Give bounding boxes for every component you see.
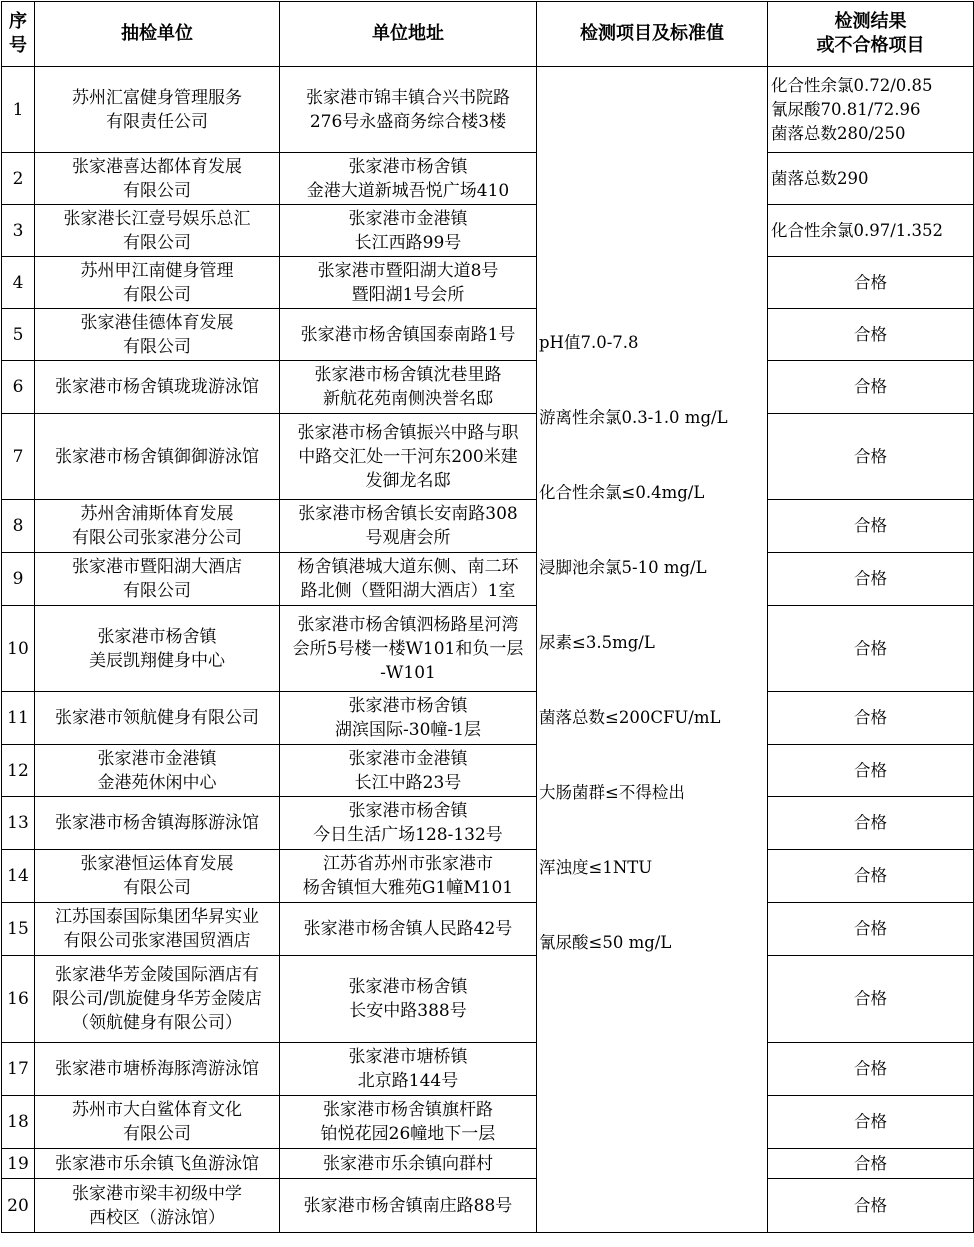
row-number: [2, 956, 35, 1043]
unit-address: [280, 1179, 537, 1233]
unit-address-text: 张家港市杨舍镇 金港大道新城吾悦广场410: [306, 156, 510, 201]
row-number: [2, 745, 35, 797]
unit-name: [35, 153, 280, 205]
row-number: [2, 67, 35, 153]
result-cell-text: 合格: [854, 708, 887, 727]
row-number: [2, 1149, 35, 1179]
inspection-table: [1, 1, 974, 1233]
unit-name: [35, 500, 280, 553]
standard-item: pH值7.0-7.8: [539, 333, 639, 352]
result-cell-text: 合格: [854, 638, 887, 658]
table-row: [2, 500, 974, 553]
header-standard: 检测项目及标准值: [537, 2, 768, 67]
unit-address-text: 张家港市杨舍镇振兴中路与职 中路交汇处一干河东200米建 发御龙名邸: [297, 422, 519, 491]
unit-address-text: 张家港市金港镇 长江中路23号: [348, 748, 468, 793]
standard-item: 大肠菌群≤不得检出: [539, 783, 685, 802]
row-number-text: 11: [7, 708, 29, 728]
unit-address: [280, 745, 537, 797]
row-number-text: 13: [7, 813, 29, 833]
result-cell: [768, 500, 974, 553]
unit-name-text: 张家港市领航健身有限公司: [55, 708, 259, 728]
table-row: [2, 153, 974, 205]
table-row: [2, 956, 974, 1043]
unit-name-text: 张家港市杨舍镇 美辰凯翔健身中心: [89, 626, 225, 671]
result-cell-text: 化合性余氯0.72/0.85 氰尿酸70.81/72.96 菌落总数280/250: [771, 75, 933, 143]
unit-name-text: 张家港长江壹号娱乐总汇 有限公司: [63, 208, 251, 253]
unit-name: [35, 745, 280, 797]
result-cell: [768, 1149, 974, 1179]
unit-name-text: 张家港恒运体育发展 有限公司: [80, 854, 234, 898]
result-cell: [768, 903, 974, 956]
result-cell: [768, 414, 974, 500]
row-number-text: 9: [12, 569, 24, 589]
unit-name: [35, 309, 280, 361]
result-cell-text: 化合性余氯0.97/1.352: [771, 220, 944, 240]
result-cell-text: 合格: [854, 446, 887, 466]
table-row: [2, 553, 974, 606]
unit-address-text: 杨舍镇港城大道东侧、南二环 路北侧（暨阳湖大酒店）1室: [297, 557, 519, 601]
row-number: [2, 903, 35, 956]
row-number-text: 2: [12, 168, 24, 189]
table-row: [2, 850, 974, 903]
table-row: [2, 1149, 974, 1179]
header-address: 单位地址: [280, 2, 537, 67]
unit-address: [280, 1096, 537, 1149]
table-row: [2, 1096, 974, 1149]
result-cell: [768, 797, 974, 850]
unit-name-text: 张家港市梁丰初级中学 西校区（游泳馆）: [72, 1183, 242, 1228]
unit-address: [280, 850, 537, 903]
row-number-text: 4: [12, 272, 24, 293]
row-number-text: 5: [12, 324, 24, 345]
unit-name: [35, 205, 280, 257]
result-cell: [768, 553, 974, 606]
result-cell: [768, 956, 974, 1043]
table-row: [2, 361, 974, 414]
standard-item: 尿素≤3.5mg/L: [539, 633, 655, 652]
unit-address: [280, 1149, 537, 1179]
unit-address: [280, 606, 537, 692]
result-cell: [768, 205, 974, 257]
unit-address-text: 张家港市杨舍镇人民路42号: [303, 919, 513, 939]
unit-name-text: 张家港市塘桥海豚湾游泳馆: [55, 1059, 259, 1079]
unit-address: [280, 797, 537, 850]
standards-cell: [537, 67, 768, 1233]
unit-name-text: 张家港喜达都体育发展 有限公司: [72, 156, 242, 201]
unit-address-text: 张家港市杨舍镇 今日生活广场128-132号: [313, 801, 503, 845]
unit-address-text: 张家港市杨舍镇 湖滨国际-30幢-1层: [335, 696, 481, 740]
unit-address-text: 江苏省苏州市张家港市 杨舍镇恒大雅苑G1幢M101: [302, 854, 514, 898]
table-row: [2, 67, 974, 153]
unit-name: [35, 1149, 280, 1179]
result-cell-text: 合格: [854, 377, 887, 396]
unit-name: [35, 361, 280, 414]
unit-name-text: 苏州市大白鲨体育文化 有限公司: [72, 1100, 242, 1144]
row-number-text: 6: [12, 377, 24, 397]
unit-name: [35, 67, 280, 153]
unit-address-text: 张家港市金港镇 长江西路99号: [348, 208, 468, 253]
unit-name-text: 张家港佳德体育发展 有限公司: [80, 312, 234, 357]
row-number: [2, 606, 35, 692]
result-cell: [768, 67, 974, 153]
result-cell-text: 合格: [854, 989, 887, 1008]
unit-address: [280, 153, 537, 205]
row-number-text: 7: [12, 446, 24, 467]
row-number: [2, 153, 35, 205]
row-number: [2, 309, 35, 361]
unit-address-text: 张家港市杨舍镇 长安中路388号: [348, 977, 468, 1021]
unit-name: [35, 1096, 280, 1149]
unit-name: [35, 1043, 280, 1096]
unit-address-text: 张家港市暨阳湖大道8号 暨阳湖1号会所: [317, 260, 499, 305]
result-cell: [768, 1096, 974, 1149]
unit-address: [280, 903, 537, 956]
unit-name: [35, 414, 280, 500]
row-number: [2, 500, 35, 553]
unit-name-text: 苏州舍浦斯体育发展 有限公司张家港分公司: [72, 504, 242, 548]
result-cell-text: 合格: [854, 516, 887, 535]
header-row: [2, 2, 974, 67]
unit-address-text: 张家港市杨舍镇国泰南路1号: [300, 324, 516, 345]
table-row: [2, 1179, 974, 1233]
unit-name-text: 江苏国泰国际集团华昇实业 有限公司张家港国贸酒店: [55, 907, 259, 951]
table-row: [2, 414, 974, 500]
header-unit: 抽检单位: [35, 2, 280, 67]
unit-address-text: 张家港市乐余镇向群村: [323, 1153, 493, 1174]
unit-address: [280, 257, 537, 309]
result-cell: [768, 361, 974, 414]
row-number: [2, 553, 35, 606]
result-cell-text: 合格: [854, 569, 887, 588]
standard-item: 菌落总数≤200CFU/mL: [539, 708, 721, 727]
unit-address: [280, 956, 537, 1043]
unit-name: [35, 956, 280, 1043]
standard-item: 化合性余氯≤0.4mg/L: [539, 483, 705, 502]
row-number-text: 3: [12, 220, 24, 241]
row-number: [2, 850, 35, 903]
unit-name: [35, 903, 280, 956]
row-number-text: 14: [7, 866, 29, 886]
table-row: [2, 1043, 974, 1096]
row-number: [2, 1179, 35, 1233]
row-number: [2, 692, 35, 745]
unit-name: [35, 850, 280, 903]
unit-address: [280, 67, 537, 153]
unit-name: [35, 606, 280, 692]
row-number: [2, 205, 35, 257]
result-cell-text: 合格: [854, 1153, 887, 1173]
result-cell: [768, 850, 974, 903]
unit-name-text: 张家港市杨舍镇珑珑游泳馆: [55, 377, 259, 397]
unit-address-text: 张家港市杨舍镇南庄路88号: [303, 1195, 513, 1216]
row-number-text: 17: [7, 1059, 29, 1079]
header-no: 序 号: [2, 2, 35, 67]
row-number: [2, 361, 35, 414]
unit-address: [280, 361, 537, 414]
row-number: [2, 1096, 35, 1149]
result-cell: [768, 606, 974, 692]
unit-address: [280, 414, 537, 500]
unit-address-text: 张家港市杨舍镇旗杆路 铂悦花园26幢地下一层: [320, 1100, 496, 1144]
row-number-text: 15: [7, 919, 29, 939]
result-cell: [768, 692, 974, 745]
unit-name: [35, 553, 280, 606]
table-row: [2, 257, 974, 309]
unit-name-text: 苏州甲江南健身管理 有限公司: [80, 260, 234, 305]
unit-name: [35, 797, 280, 850]
table-row: [2, 205, 974, 257]
result-cell: [768, 1179, 974, 1233]
result-cell-text: 合格: [854, 1195, 887, 1215]
table-row: [2, 797, 974, 850]
unit-address: [280, 500, 537, 553]
table-row: [2, 903, 974, 956]
result-cell-text: 合格: [854, 324, 887, 344]
result-cell-text: 合格: [854, 919, 887, 938]
row-number-text: 20: [7, 1195, 29, 1216]
row-number: [2, 414, 35, 500]
result-cell-text: 合格: [854, 866, 887, 885]
standard-item: 浑浊度≤1NTU: [539, 858, 653, 877]
result-cell: [768, 745, 974, 797]
result-cell-text: 菌落总数290: [771, 168, 869, 188]
unit-address-text: 张家港市塘桥镇 北京路144号: [348, 1047, 468, 1091]
result-cell-text: 合格: [854, 1059, 887, 1078]
unit-address: [280, 692, 537, 745]
result-cell: [768, 257, 974, 309]
unit-name: [35, 257, 280, 309]
unit-name-text: 张家港市暨阳湖大酒店 有限公司: [72, 557, 242, 601]
table-row: [2, 745, 974, 797]
unit-name: [35, 692, 280, 745]
row-number-text: 1: [12, 99, 24, 120]
unit-name: [35, 1179, 280, 1233]
standard-item: 氰尿酸≤50 mg/L: [539, 933, 672, 952]
unit-address-text: 张家港市杨舍镇沈巷里路 新航花苑南侧泱誉名邸: [314, 365, 502, 409]
unit-address: [280, 1043, 537, 1096]
table-row: [2, 606, 974, 692]
unit-address: [280, 205, 537, 257]
unit-address-text: 张家港市杨舍镇长安南路308 号观唐会所: [298, 504, 518, 548]
table-row: [2, 309, 974, 361]
row-number: [2, 257, 35, 309]
row-number-text: 19: [7, 1153, 29, 1174]
row-number-text: 16: [7, 989, 29, 1009]
unit-name-text: 苏州汇富健身管理服务 有限责任公司: [72, 87, 242, 132]
result-cell-text: 合格: [854, 1112, 887, 1131]
unit-name-text: 张家港华芳金陵国际酒店有 限公司/凯旋健身华芳金陵店 （领航健身有限公司）: [52, 965, 262, 1033]
unit-address-text: 张家港市锦丰镇合兴书院路 276号永盛商务综合楼3楼: [306, 87, 510, 132]
row-number-text: 10: [7, 638, 29, 659]
row-number-text: 12: [7, 760, 29, 781]
result-cell-text: 合格: [854, 272, 887, 292]
standard-item: 浸脚池余氯5-10 mg/L: [539, 558, 707, 577]
row-number-text: 8: [12, 516, 24, 536]
row-number: [2, 1043, 35, 1096]
unit-name-text: 张家港市杨舍镇御御游泳馆: [55, 446, 259, 467]
result-cell: [768, 153, 974, 205]
standard-item: 游离性余氯0.3-1.0 mg/L: [539, 408, 728, 427]
result-cell: [768, 309, 974, 361]
header-result: 检测结果 或不合格项目: [768, 2, 974, 67]
unit-address: [280, 553, 537, 606]
unit-address-text: 张家港市杨舍镇泗杨路星河湾 会所5号楼一楼W101和负一层 -W101: [292, 614, 524, 683]
unit-name-text: 张家港市乐余镇飞鱼游泳馆: [55, 1153, 259, 1174]
unit-name-text: 张家港市杨舍镇海豚游泳馆: [55, 813, 259, 833]
row-number: [2, 797, 35, 850]
unit-name-text: 张家港市金港镇 金港苑休闲中心: [97, 748, 217, 793]
row-number-text: 18: [7, 1112, 29, 1132]
unit-address: [280, 309, 537, 361]
result-cell-text: 合格: [854, 760, 887, 780]
result-cell-text: 合格: [854, 813, 887, 832]
result-cell: [768, 1043, 974, 1096]
table-row: [2, 692, 974, 745]
